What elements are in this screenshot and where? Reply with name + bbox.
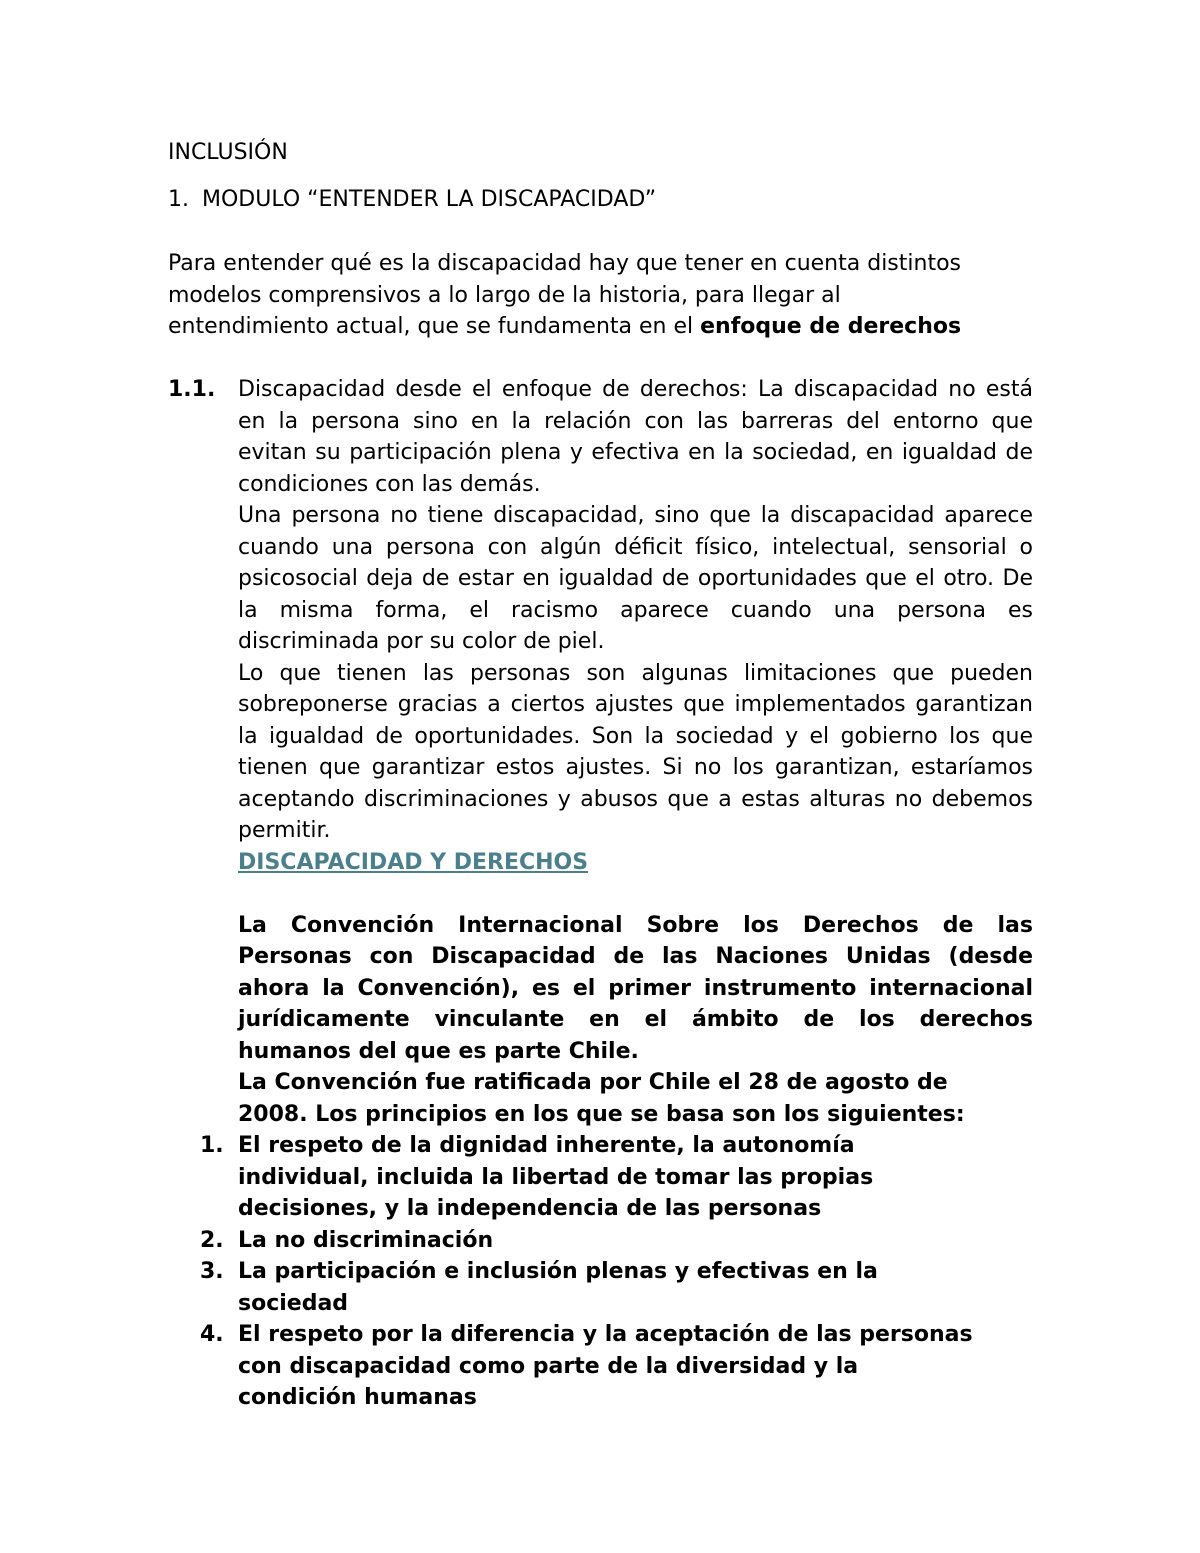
intro-line: modelos comprensivos a lo largo de la historia, para llegar al	[168, 282, 841, 308]
section-body	[238, 374, 1033, 1130]
discapacidad-derechos-link[interactable]: DISCAPACIDAD Y DERECHOS	[238, 849, 589, 875]
intro-text: entendimiento actual, que se fundamenta en el	[168, 314, 701, 339]
intro-line: Para entender qué es la discapacidad hay que tener en cuenta distintos	[168, 251, 961, 276]
module-heading	[168, 185, 656, 215]
section-paragraph: Discapacidad desde el enfoque de derechos: La discapacidad no está en la persona sino en la relación con las barreras del entorno que evitan su participación plena y efectiva en la sociedad, en igualdad de condiciones con las demás.	[238, 377, 1033, 497]
ratification-line: La Convención fue ratificada por Chile el 28 de agosto de	[238, 1070, 948, 1095]
principle-item	[200, 1256, 1040, 1319]
principle-item	[200, 1130, 1040, 1225]
intro-line	[168, 311, 1048, 343]
principles-list	[200, 1130, 1040, 1414]
principle-number: 1.	[200, 1133, 224, 1158]
principle-item	[200, 1225, 1040, 1257]
principle-line: individual, incluida la libertad de tomar las propias	[238, 1164, 874, 1190]
principle-number: 4.	[200, 1322, 224, 1347]
document-title: INCLUSIÓN	[168, 140, 288, 165]
section-paragraph: Lo que tienen las personas son algunas limitaciones que pueden sobreponerse gracias a ciertos ajustes que implementados garantizan la igualdad de oportunidades. Son la sociedad y el gobierno los que tienen que garantizar estos ajustes. Si no los garantizan, estaríamos aceptando discriminaciones y abusos que a estas alturas no debemos permitir.	[238, 660, 1033, 843]
principle-number: 3.	[200, 1259, 224, 1284]
principle-number: 2.	[200, 1227, 224, 1253]
principle-item	[200, 1319, 1040, 1414]
principle-line: con discapacidad como parte de la diversidad y la	[238, 1353, 859, 1379]
principle-line: sociedad	[238, 1290, 349, 1316]
section-number: 1.1.	[168, 377, 216, 402]
principle-line: El respeto de la dignidad inherente, la autonomía	[238, 1133, 855, 1158]
section-paragraph: Una persona no tiene discapacidad, sino que la discapacidad aparece cuando una persona con algún déficit físico, intelectual, sensorial o psicosocial deja de estar en igualdad de oportunidades que el otro. De la misma forma, el racismo aparece cuando una persona es discriminada por su color de piel.	[238, 503, 1033, 654]
ratification-line: 2008. Los principios en los que se basa son los siguientes:	[238, 1101, 965, 1127]
principle-line: condición humanas	[238, 1385, 477, 1410]
ratification-paragraph	[238, 1067, 1033, 1130]
principle-line: La participación e inclusión plenas y efectivas en la	[238, 1259, 878, 1284]
convention-paragraph: La Convención Internacional Sobre los Derechos de las Personas con Discapacidad de las Naciones Unidas (desde ahora la Convención), es el primer instrumento internacional jurídicamente vinculante en el ámbito de los derechos humanos del que es parte Chile.	[238, 912, 1033, 1064]
intro-emphasis: enfoque de derechos	[700, 314, 962, 339]
module-number: 1.	[168, 187, 189, 212]
module-label: MODULO “ENTENDER LA DISCAPACIDAD”	[202, 187, 657, 212]
blank-line	[238, 878, 1033, 910]
principle-line: La no discriminación	[238, 1227, 494, 1253]
intro-paragraph	[168, 248, 1048, 343]
principle-line: El respeto por la diferencia y la aceptación de las personas	[238, 1322, 973, 1347]
principle-line: decisiones, y la independencia de las personas	[238, 1196, 822, 1221]
